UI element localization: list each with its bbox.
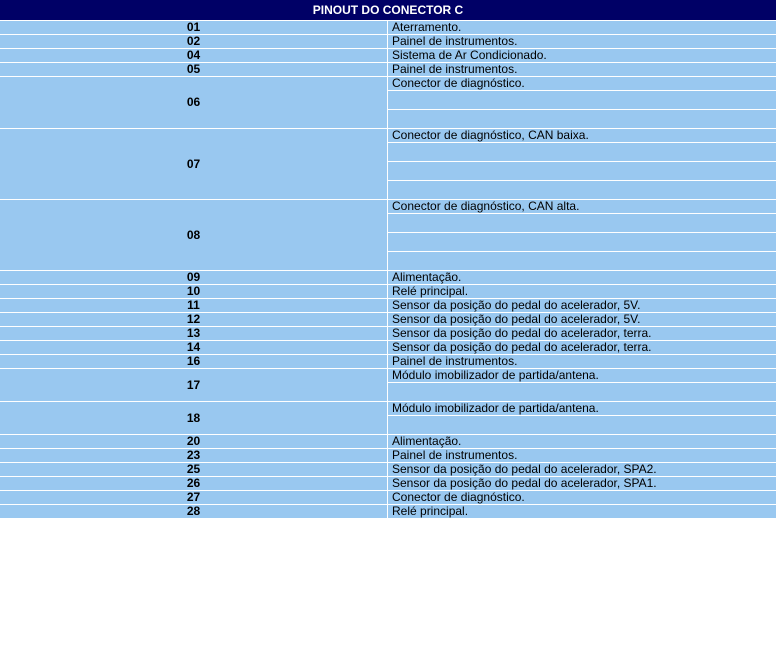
table-row bbox=[0, 313, 776, 327]
pin-description: Conector de diagnóstico, CAN baixa. bbox=[388, 129, 776, 143]
pin-number: 13 bbox=[0, 327, 388, 341]
table-row bbox=[0, 477, 776, 491]
pin-number: 08 bbox=[0, 200, 388, 271]
pin-number: 26 bbox=[0, 477, 388, 491]
pin-description: Alimentação. bbox=[388, 435, 776, 449]
pin-number: 25 bbox=[0, 463, 388, 477]
pin-description: Conector de diagnóstico. bbox=[388, 491, 776, 505]
pin-number: 04 bbox=[0, 49, 388, 63]
empty-cell bbox=[388, 110, 776, 129]
pin-number: 23 bbox=[0, 449, 388, 463]
table-row bbox=[0, 63, 776, 77]
table-row bbox=[0, 505, 776, 519]
pin-number: 02 bbox=[0, 35, 388, 49]
empty-cell bbox=[388, 214, 776, 233]
pin-number: 11 bbox=[0, 299, 388, 313]
pin-description: Sistema de Ar Condicionado. bbox=[388, 49, 776, 63]
pin-description: Módulo imobilizador de partida/antena. bbox=[388, 369, 776, 383]
table-row bbox=[0, 491, 776, 505]
pin-description: Sensor da posição do pedal do acelerador, terra. bbox=[388, 327, 776, 341]
pin-number: 10 bbox=[0, 285, 388, 299]
pin-number: 17 bbox=[0, 369, 388, 402]
pin-number: 05 bbox=[0, 63, 388, 77]
table-row bbox=[0, 129, 776, 143]
pin-description: Sensor da posição do pedal do acelerador, SPA1. bbox=[388, 477, 776, 491]
empty-cell bbox=[388, 416, 776, 435]
table-header-row bbox=[0, 0, 776, 21]
table-row bbox=[0, 285, 776, 299]
table-row bbox=[0, 200, 776, 214]
pin-description: Alimentação. bbox=[388, 271, 776, 285]
pin-description: Relé principal. bbox=[388, 285, 776, 299]
pin-number: 09 bbox=[0, 271, 388, 285]
pin-number: 18 bbox=[0, 402, 388, 435]
table-row bbox=[0, 21, 776, 35]
pin-number: 12 bbox=[0, 313, 388, 327]
pin-number: 20 bbox=[0, 435, 388, 449]
empty-cell bbox=[388, 383, 776, 402]
pin-number: 14 bbox=[0, 341, 388, 355]
table-row bbox=[0, 49, 776, 63]
pin-description: Painel de instrumentos. bbox=[388, 355, 776, 369]
pin-number: 07 bbox=[0, 129, 388, 200]
pin-number: 01 bbox=[0, 21, 388, 35]
pin-description: Sensor da posição do pedal do acelerador, SPA2. bbox=[388, 463, 776, 477]
table-row bbox=[0, 369, 776, 383]
table-row bbox=[0, 299, 776, 313]
empty-cell bbox=[388, 143, 776, 162]
pin-description: Painel de instrumentos. bbox=[388, 449, 776, 463]
table-row bbox=[0, 463, 776, 477]
pin-description: Sensor da posição do pedal do acelerador, 5V. bbox=[388, 299, 776, 313]
table-row bbox=[0, 402, 776, 416]
pin-number: 16 bbox=[0, 355, 388, 369]
pin-description: Relé principal. bbox=[388, 505, 776, 519]
table-row bbox=[0, 355, 776, 369]
empty-cell bbox=[388, 91, 776, 110]
table-body bbox=[0, 21, 776, 519]
empty-cell bbox=[388, 252, 776, 271]
empty-cell bbox=[388, 233, 776, 252]
table-row bbox=[0, 435, 776, 449]
pin-number: 06 bbox=[0, 77, 388, 129]
pin-description: Conector de diagnóstico. bbox=[388, 77, 776, 91]
pin-number: 28 bbox=[0, 505, 388, 519]
table-row bbox=[0, 449, 776, 463]
table-row bbox=[0, 35, 776, 49]
table-row bbox=[0, 271, 776, 285]
table-row bbox=[0, 77, 776, 91]
pin-description: Painel de instrumentos. bbox=[388, 35, 776, 49]
pin-description: Aterramento. bbox=[388, 21, 776, 35]
pin-description: Painel de instrumentos. bbox=[388, 63, 776, 77]
table-row bbox=[0, 341, 776, 355]
table-title: PINOUT DO CONECTOR C bbox=[0, 0, 776, 21]
empty-cell bbox=[388, 162, 776, 181]
pin-description: Sensor da posição do pedal do acelerador, 5V. bbox=[388, 313, 776, 327]
table-row bbox=[0, 327, 776, 341]
pin-number: 27 bbox=[0, 491, 388, 505]
empty-cell bbox=[388, 181, 776, 200]
pin-description: Módulo imobilizador de partida/antena. bbox=[388, 402, 776, 416]
pin-description: Conector de diagnóstico, CAN alta. bbox=[388, 200, 776, 214]
pin-description: Sensor da posição do pedal do acelerador, terra. bbox=[388, 341, 776, 355]
